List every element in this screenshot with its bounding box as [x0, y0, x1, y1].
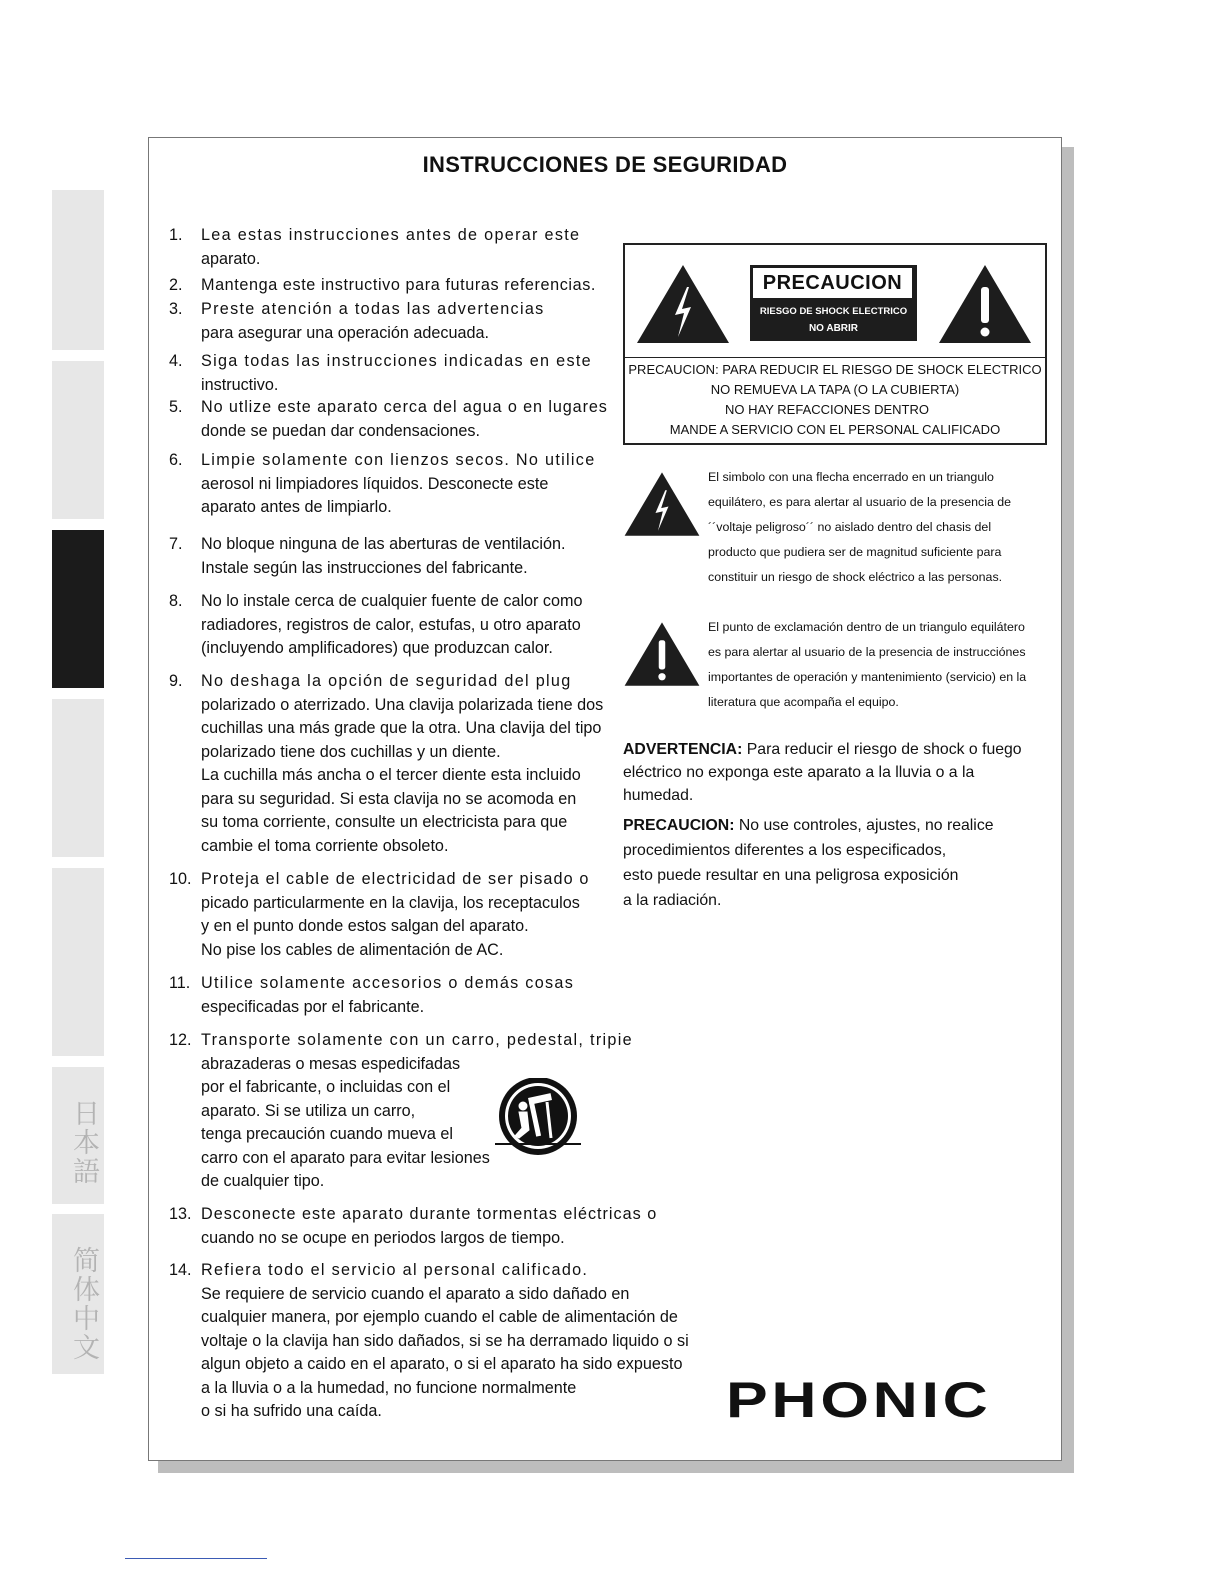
lightning-symbol-text: El simbolo con una flecha encerrado en un triangulo equilátero, es para alertar al usuario de la presencia de ´´voltaje peligroso´´ no aislado dentro del chasis del producto que pudiera ser de magnitud suficiente para constituir un riesgo de shock eléctrico a las personas. — [708, 470, 1012, 584]
item-rest: abrazaderas o mesas espedicifadas por el fabricante, o incluidas con el aparato. Si se utiliza un carro, tenga precaución cuando mueva el carro con el aparato para evitar lesiones de cualquier tipo. — [201, 1054, 490, 1190]
footer-link-underline — [125, 1558, 267, 1559]
item-rest: Instale según las instrucciones del fabricante. — [201, 558, 528, 577]
item-first-line: Lea estas instrucciones antes de operar este — [201, 226, 581, 244]
item-first-line: Refiera todo el servicio al personal calificado. — [201, 1261, 589, 1279]
language-tab-label: 日本語 — [69, 1099, 99, 1186]
caution-label-text: PRECAUCION: — [623, 817, 735, 834]
item-rest: instructivo. — [201, 375, 279, 394]
item-text — [201, 449, 641, 520]
item-rest: cuando no se ocupe en periodos largos de tiempo. — [201, 1228, 565, 1247]
caution-line: NO HAY REFACCIONES DENTRO — [725, 402, 929, 417]
phonic-logo: PHONIC — [726, 1372, 992, 1428]
item-first-line: Mantenga este instructivo para futuras referencias. — [201, 276, 597, 294]
item-rest: aerosol ni limpiadores líquidos. Desconecte este aparato antes de limpiarlo. — [201, 474, 549, 516]
item-first-line: Desconecte este aparato durante tormentas eléctricas o — [201, 1205, 658, 1223]
language-tab-5[interactable] — [52, 868, 104, 1056]
language-tab-2[interactable] — [52, 361, 104, 519]
item-rest: picado particularmente en la clavija, los receptaculos y en el punto donde estos salgan del aparato. No pise los cables de alimentación de AC. — [201, 893, 580, 959]
caution-divider — [625, 357, 1045, 358]
item-text — [201, 1203, 721, 1250]
item-text — [201, 224, 641, 271]
caution-line: PRECAUCION: PARA REDUCIR EL RIESGO DE SHOCK ELECTRICO — [628, 362, 1042, 377]
caution-sub1: RIESGO DE SHOCK ELECTRICO — [759, 306, 908, 317]
item-number: 4. — [169, 352, 183, 370]
item-rest: donde se puedan dar condensaciones. — [201, 421, 481, 440]
exclamation-symbol-text: El punto de exclamación dentro de un triangulo equilátero es para alertar al usuario de la presencia de instrucciónes importantes de operación y mantenimiento (servicio) en la literatura que acompaña el equipo. — [708, 620, 1027, 709]
item-text — [201, 1259, 721, 1424]
caution-heading: PRECAUCION — [753, 268, 912, 298]
item-rest: radiadores, registros de calor, estufas, u otro aparato (incluyendo amplificadores) que produzcan calor. — [201, 615, 581, 657]
item-text — [201, 533, 641, 580]
item-text — [201, 972, 641, 1019]
item-number: 1. — [169, 226, 183, 244]
item-number: 2. — [169, 276, 183, 294]
item-rest: especificadas por el fabricante. — [201, 997, 425, 1016]
cart-tip-over-icon — [489, 1078, 589, 1158]
item-rest: Se requiere de servicio cuando el aparato a sido dañado en cualquier manera, por ejemplo cuando el cable de alimentación de voltaje o la clavija han sido dañados, si se ha derramado liquido o si algun objeto a caido en el aparato, o si el aparato ha sido expuesto a la lluvia o a la humedad, no funcione normalmente o si ha sufrido una caída. — [201, 1284, 689, 1420]
item-number: 14. — [169, 1261, 192, 1279]
page-title: INSTRUCCIONES DE SEGURIDAD — [422, 152, 788, 177]
caution-text: No use controles, ajustes, no realice procedimientos diferentes a los especificados, esto puede resultar en una peligrosa exposición a la radiación. — [623, 817, 994, 909]
language-tab-chinese[interactable] — [52, 1214, 104, 1374]
caution-box — [623, 243, 1047, 445]
language-tab-1[interactable] — [52, 190, 104, 350]
language-tab-spanish-active[interactable] — [52, 530, 104, 688]
caution-paragraph — [623, 813, 1063, 913]
item-number: 8. — [169, 592, 183, 610]
warning-text: Para reducir el riesgo de shock o fuego eléctrico no exponga este aparato a la lluvia o a la humedad. — [623, 741, 1022, 804]
item-rest: para asegurar una operación adecuada. — [201, 323, 489, 342]
item-text — [201, 868, 641, 962]
item-number: 11. — [169, 974, 191, 992]
item-number: 10. — [169, 870, 192, 888]
item-text — [201, 298, 641, 345]
language-tab-4[interactable] — [52, 699, 104, 857]
item-first-line: Transporte solamente con un carro, pedestal, tripie — [201, 1031, 633, 1049]
item-first-line: Limpie solamente con lienzos secos. No utilice — [201, 451, 596, 469]
item-rest: polarizado o aterrizado. Una clavija polarizada tiene dos cuchillas una más grade que la otra. Una clavija del tipo polarizado tiene dos cuchillas y un diente. La cuchilla más ancha o el tercer diente esta incluido para su seguridad. Si esta clavija no se acomoda en su toma corriente, consulte un electricista para que cambie el toma corriente obsoleto. — [201, 695, 604, 855]
item-first-line: No utlize este aparato cerca del agua o en lugares — [201, 398, 608, 416]
item-first-line: Proteja el cable de electricidad de ser pisado o — [201, 870, 590, 888]
item-number: 12. — [169, 1031, 192, 1049]
caution-line: NO REMUEVA LA TAPA (O LA CUBIERTA) — [710, 382, 960, 397]
item-first-line: Preste atención a todas las advertencias — [201, 300, 545, 318]
item-number: 3. — [169, 300, 183, 318]
exclamation-triangle-icon — [623, 620, 701, 688]
item-first-line: No deshaga la opción de seguridad del plug — [201, 672, 572, 690]
item-number: 5. — [169, 398, 183, 416]
item-rest: aparato. — [201, 249, 261, 268]
item-number: 6. — [169, 451, 183, 469]
caution-label — [750, 265, 917, 341]
caution-sub2: NO ABRIR — [808, 323, 859, 334]
lightning-triangle-icon — [623, 470, 701, 538]
item-first-line: Siga todas las instrucciones indicadas en este — [201, 352, 592, 370]
exclamation-triangle-icon — [937, 263, 1033, 345]
language-tab-label: 简体中文 — [69, 1246, 99, 1362]
item-text — [201, 1029, 721, 1194]
item-text — [201, 590, 641, 661]
item-text — [201, 350, 641, 397]
safety-page — [148, 137, 1062, 1461]
item-number: 7. — [169, 535, 183, 553]
item-text — [201, 396, 641, 443]
item-first-line: No lo instale cerca de cualquier fuente de calor como — [201, 592, 583, 610]
language-tab-japanese[interactable] — [52, 1067, 104, 1204]
item-first-line: No bloque ninguna de las aberturas de ventilación. — [201, 535, 566, 553]
caution-line: MANDE A SERVICIO CON EL PERSONAL CALIFICADO — [669, 422, 1001, 437]
warning-label: ADVERTENCIA: — [623, 741, 743, 758]
item-first-line: Utilice solamente accesorios o demás cosas — [201, 974, 575, 992]
item-number: 9. — [169, 672, 183, 690]
item-number: 13. — [169, 1205, 192, 1223]
lightning-triangle-icon — [635, 263, 731, 345]
item-text — [201, 274, 641, 298]
warning-paragraph — [623, 738, 1063, 807]
